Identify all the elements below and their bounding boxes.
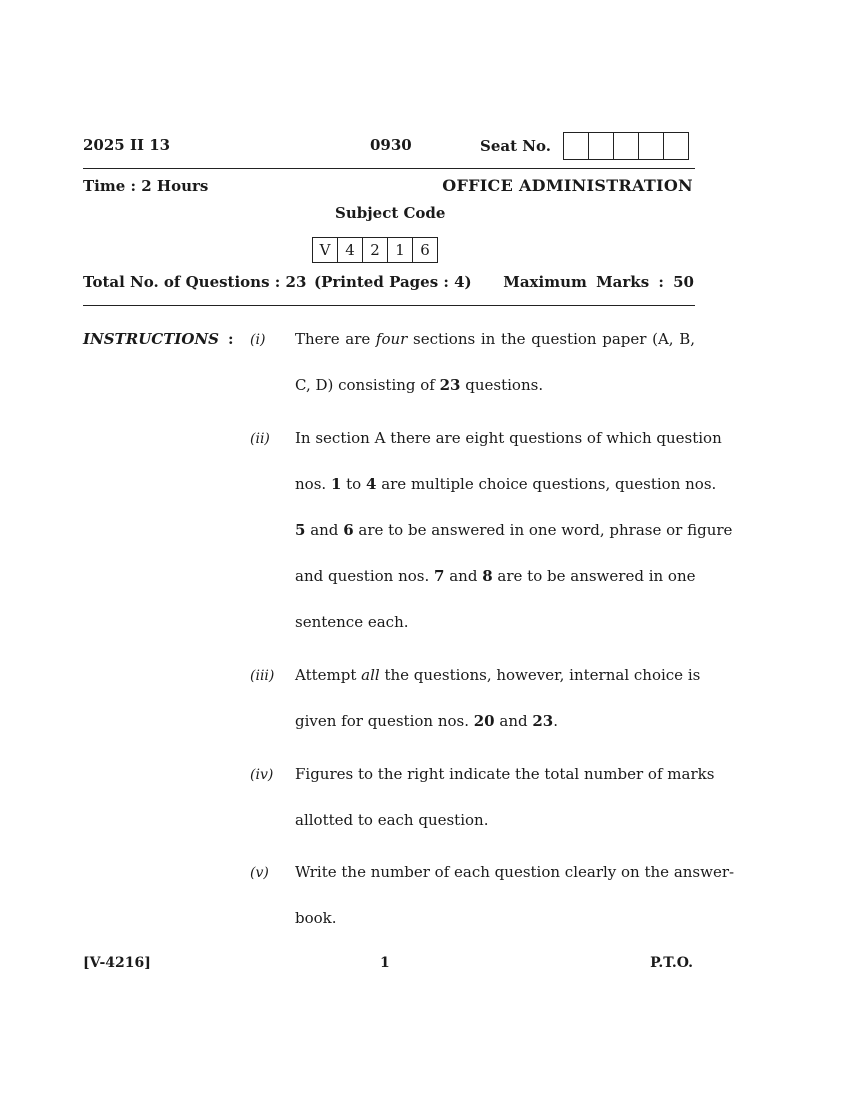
instruction-item [295, 751, 715, 843]
instruction-line: nos. 1 to 4 are multiple choice questions, question nos. [295, 475, 717, 493]
time-label: Time : 2 Hours [83, 177, 209, 195]
seat-number-group [480, 132, 689, 160]
instruction-number: (iv) [250, 767, 274, 783]
instruction-line: allotted to each question. [295, 811, 489, 829]
seat-box[interactable] [589, 133, 614, 159]
instruction-item [295, 415, 733, 645]
subject-code-digit: 2 [363, 238, 388, 262]
instruction-line: and question nos. 7 and 8 are to be answered in one [295, 567, 696, 585]
seat-label: Seat No. [480, 137, 551, 155]
header-divider-bottom [83, 305, 695, 306]
subject-code-digit: 1 [388, 238, 413, 262]
bold-number: 1 [330, 475, 342, 493]
bold-number: 7 [434, 567, 445, 585]
page-number: 1 [380, 955, 390, 971]
seat-box[interactable] [639, 133, 664, 159]
instruction-line: sentence each. [295, 613, 409, 631]
instruction-item [295, 849, 735, 941]
bold-number: 8 [482, 567, 493, 585]
instruction-number: (ii) [250, 431, 270, 447]
maximum-marks: Maximum Marks : 50 [503, 273, 694, 291]
subject-code-digit: V [313, 238, 338, 262]
total-questions: Total No. of Questions : 23 [83, 273, 307, 291]
instruction-item [295, 316, 695, 408]
subject-title: OFFICE ADMINISTRATION [442, 176, 693, 195]
instruction-line: C, D) consisting of 23 questions. [295, 376, 544, 394]
instruction-line: given for question nos. 20 and 23. [295, 712, 559, 730]
center-code: 0930 [370, 136, 412, 154]
instruction-line: There are four sections in the question paper (A, B, [295, 330, 695, 348]
footer-code: [V-4216] [83, 955, 151, 971]
seat-number-boxes[interactable] [563, 132, 689, 160]
instruction-line: Attempt all the questions, however, internal choice is [295, 666, 701, 684]
seat-box[interactable] [564, 133, 589, 159]
bold-number: 6 [343, 521, 354, 539]
bold-number: 20 [473, 712, 495, 730]
seat-box[interactable] [664, 133, 688, 159]
instruction-line: Figures to the right indicate the total number of marks [295, 765, 715, 783]
instructions-colon: : [228, 330, 234, 348]
seat-box[interactable] [614, 133, 639, 159]
instruction-number: (iii) [250, 668, 275, 684]
header-divider-top [83, 168, 695, 169]
emphasis-text: all [361, 666, 380, 684]
subject-code-boxes [312, 237, 438, 263]
bold-number: 4 [365, 475, 377, 493]
instructions-label: INSTRUCTIONS [83, 330, 219, 348]
paper-code: 2025 II 13 [83, 136, 171, 154]
instruction-number: (v) [250, 865, 269, 881]
printed-pages: (Printed Pages : 4) [314, 273, 472, 291]
pto-label: P.T.O. [650, 955, 693, 971]
bold-number: 23 [532, 712, 554, 730]
instruction-line: Write the number of each question clearly on the answer- [295, 863, 735, 881]
instruction-item [295, 652, 701, 744]
bold-number: 23 [439, 376, 461, 394]
instruction-line: 5 and 6 are to be answered in one word, phrase or figure [295, 521, 733, 539]
subject-code-label: Subject Code [335, 204, 446, 222]
subject-code-digit: 6 [420, 241, 430, 259]
bold-number: 5 [295, 521, 306, 539]
subject-code-digit: 4 [338, 238, 363, 262]
instruction-number: (i) [250, 332, 266, 348]
instruction-line: In section A there are eight questions of which question [295, 429, 722, 447]
emphasis-text: four [375, 330, 408, 348]
instruction-line: book. [295, 909, 337, 927]
